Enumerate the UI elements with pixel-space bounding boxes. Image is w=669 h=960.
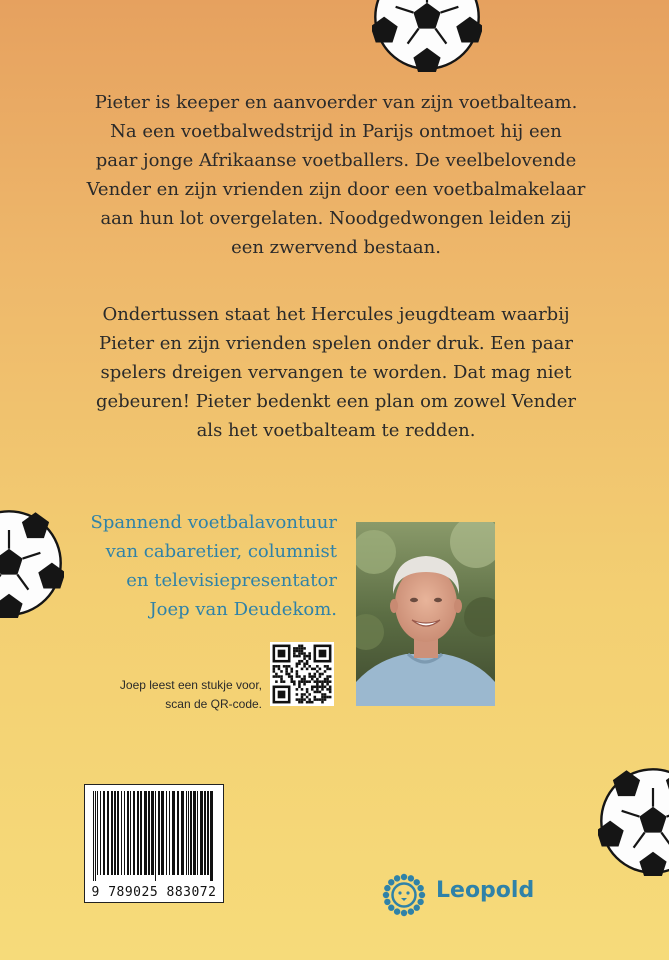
qr-caption — [60, 676, 262, 714]
isbn-number: 9 789025 883072 — [91, 885, 217, 900]
author-blurb — [60, 508, 337, 624]
soccer-ball-icon — [372, 0, 482, 72]
blurb-paragraph-1 — [60, 88, 612, 262]
barcode-bars — [91, 791, 217, 881]
blurb-line: aan hun lot overgelaten. Noodgedwongen leiden zij — [100, 208, 572, 229]
blurb-line: Vender en zijn vrienden zijn door een voetbalmakelaar — [86, 179, 586, 200]
blurb-line: als het voetbalteam te redden. — [196, 420, 476, 441]
blurb-paragraph-2 — [60, 300, 612, 445]
blurb-line: Ondertussen staat het Hercules jeugdteam waarbij — [102, 304, 570, 325]
author-line: Spannend voetbalavontuur — [90, 512, 337, 533]
author-line: en televisiepresentator — [126, 570, 337, 591]
publisher-name: Leopold — [436, 878, 535, 903]
lion-logo-icon — [379, 870, 429, 920]
blurb-line: Pieter en zijn vrienden spelen onder druk. Een paar — [99, 333, 573, 354]
qr-code-icon[interactable] — [270, 642, 334, 706]
soccer-ball-icon — [598, 766, 669, 876]
qr-caption-line: scan de QR-code. — [165, 697, 262, 711]
blurb-line: Na een voetbalwedstrijd in Parijs ontmoet hij een — [110, 121, 562, 142]
blurb-line: Pieter is keeper en aanvoerder van zijn voetbalteam. — [94, 92, 578, 113]
author-line: Joep van Deudekom. — [149, 599, 337, 620]
soccer-ball-icon — [0, 508, 64, 618]
blurb-line: spelers dreigen vervangen te worden. Dat mag niet — [100, 362, 572, 383]
author-photo — [356, 522, 495, 706]
qr-caption-line: Joep leest een stukje voor, — [119, 678, 262, 692]
isbn-barcode — [84, 784, 224, 903]
blurb-line: gebeuren! Pieter bedenkt een plan om zowel Vender — [95, 391, 577, 412]
author-line: van cabaretier, columnist — [105, 541, 337, 562]
blurb-line: paar jonge Afrikaanse voetballers. De veelbelovende — [95, 150, 577, 171]
blurb-line: een zwervend bestaan. — [231, 237, 441, 258]
